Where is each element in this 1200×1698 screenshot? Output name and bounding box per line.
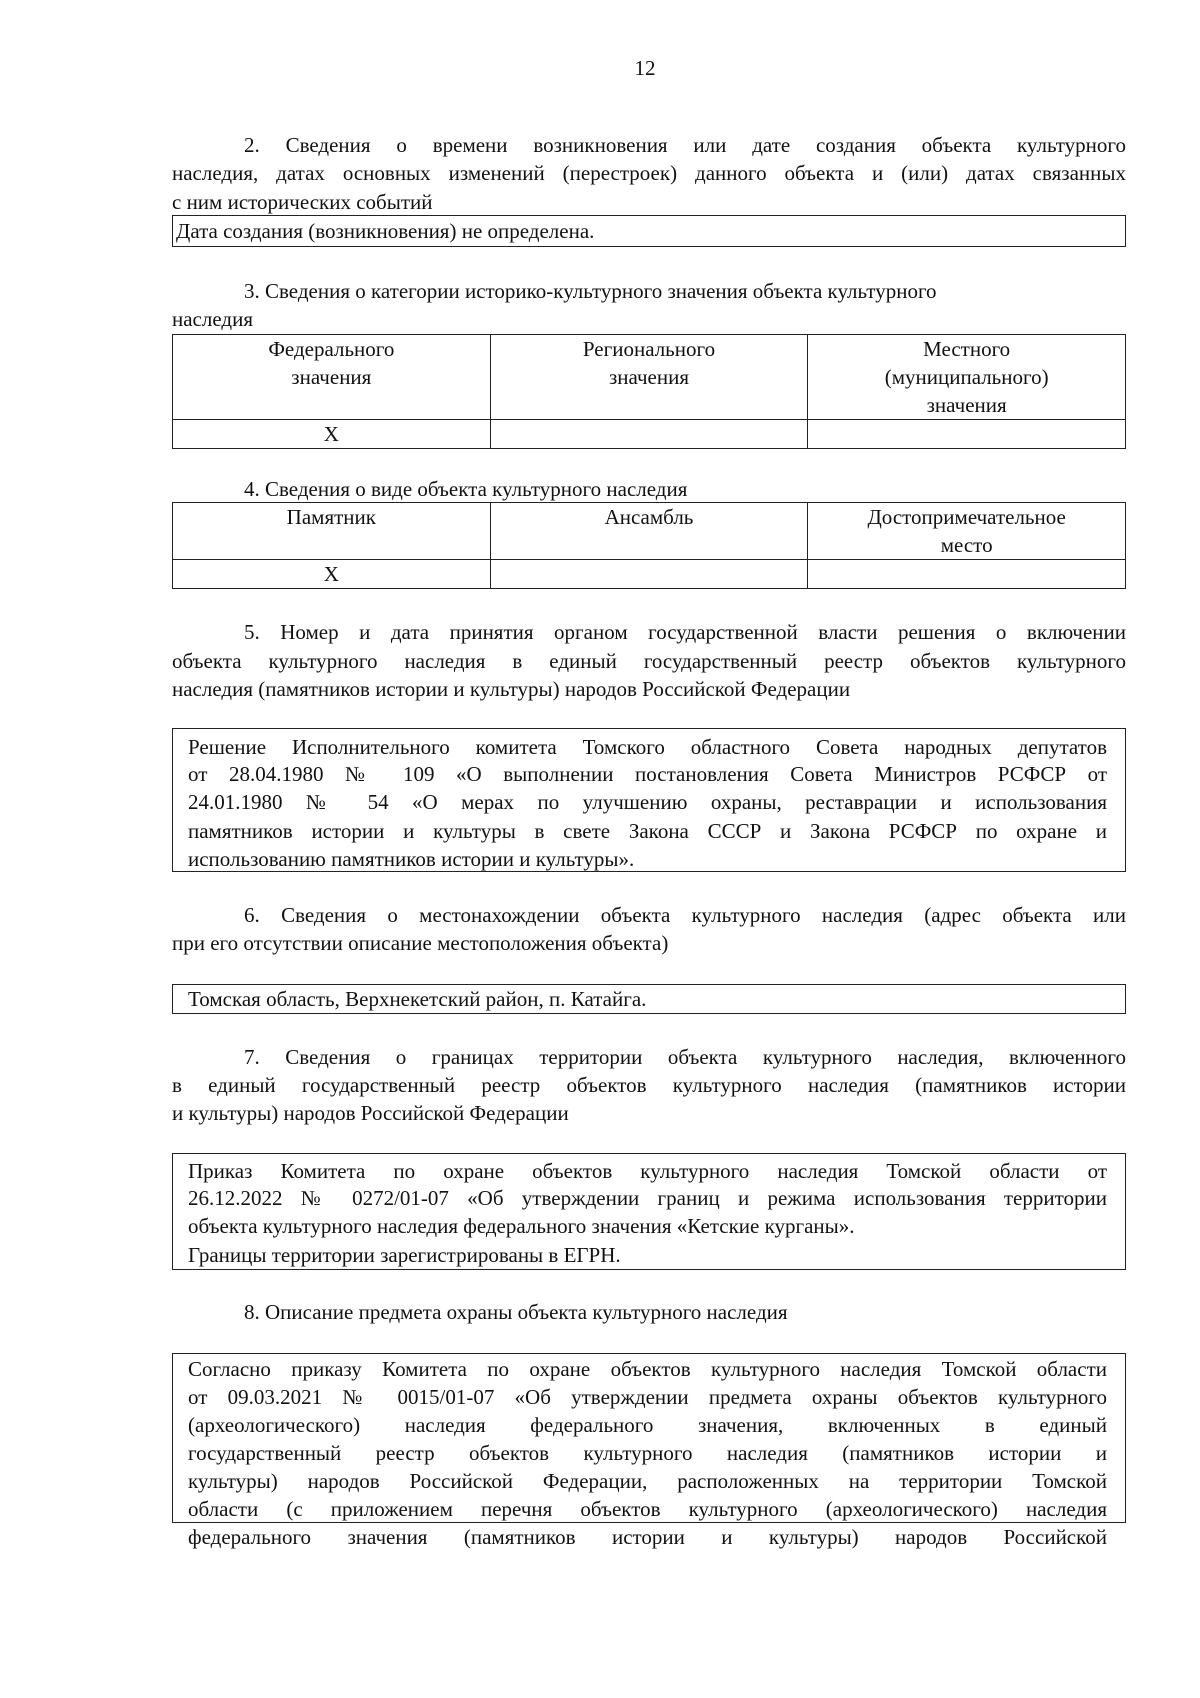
section-4-heading: 4. Сведения о виде объекта культурного наследия — [244, 477, 688, 501]
registry-decision-line: от 28.04.1980 № 109 «О выполнении постановления Совета Министров РСФСР от — [188, 762, 1107, 786]
section-5-line: объекта культурного наследия в единый государственный реестр объектов культурного — [172, 649, 1126, 673]
location-text: Томская область, Верхнекетский район, п. Катайга. — [188, 987, 647, 1011]
cell-federal-mark: X — [173, 420, 491, 449]
section-7-line: и культуры) народов Российской Федерации — [172, 1101, 569, 1125]
protection-subject-line: Согласно приказу Комитета по охране объектов культурного наследия Томской области — [188, 1357, 1107, 1381]
protection-subject-line: области (с приложением перечня объектов культурного (археологического) наследия — [188, 1497, 1107, 1521]
header-monument: Памятник — [173, 503, 491, 560]
section-6-line: при его отсутствии описание местоположения объекта) — [172, 931, 669, 955]
cell-monument-mark: X — [173, 560, 491, 589]
registry-decision-line: использованию памятников истории и культуры». — [188, 847, 635, 871]
cell-landmark-mark — [808, 560, 1126, 589]
protection-subject-line: государственный реестр объектов культурного наследия (памятников истории и — [188, 1441, 1107, 1465]
section-2-line: 2. Сведения о времени возникновения или дате создания объекта культурного — [244, 133, 1126, 157]
page-number: 12 — [634, 56, 656, 80]
boundaries-line: 26.12.2022 № 0272/01-07 «Об утверждении границ и режима использования территории — [188, 1186, 1107, 1210]
boundaries-line: объекта культурного наследия федерального значения «Кетские курганы». — [188, 1214, 855, 1238]
cell-local-mark — [808, 420, 1126, 449]
cell-ensemble-mark — [490, 560, 808, 589]
registry-decision-line: Решение Исполнительного комитета Томского областного Совета народных депутатов — [188, 735, 1107, 759]
section-2-line: наследия, датах основных изменений (перестроек) данного объекта и (или) датах связанных — [172, 161, 1126, 185]
protection-subject-line: от 09.03.2021 № 0015/01-07 «Об утверждении предмета охраны объектов культурного — [188, 1385, 1107, 1409]
boundaries-line: Границы территории зарегистрированы в ЕГРН. — [188, 1243, 621, 1267]
header-ensemble: Ансамбль — [490, 503, 808, 560]
header-regional: Регионального значения — [490, 335, 808, 420]
header-federal: Федерального значения — [173, 335, 491, 420]
category-value-row — [173, 420, 1126, 449]
section-3-line: наследия — [172, 307, 253, 331]
header-landmark: Достопримечательное место — [808, 503, 1126, 560]
protection-subject-line: культуры) народов Российской Федерации, расположенных на территории Томской — [188, 1469, 1107, 1493]
type-value-row — [173, 560, 1126, 589]
cell-regional-mark — [490, 420, 808, 449]
section-5-line: наследия (памятников истории и культуры) народов Российской Федерации — [172, 677, 851, 701]
section-7-line: 7. Сведения о границах территории объекта культурного наследия, включенного — [244, 1045, 1126, 1069]
creation-date-box — [172, 215, 1126, 247]
type-header-row — [173, 503, 1126, 560]
location-box — [172, 984, 1126, 1014]
section-2-line: с ним исторических событий — [172, 190, 433, 214]
protection-subject-line: федерального значения (памятников истории и культуры) народов Российской — [188, 1525, 1107, 1549]
creation-date-text: Дата создания (возникновения) не определена. — [176, 219, 595, 243]
category-header-row — [173, 335, 1126, 420]
registry-decision-line: 24.01.1980 № 54 «О мерах по улучшению охраны, реставрации и использования — [188, 790, 1107, 814]
boundaries-line: Приказ Комитета по охране объектов культурного наследия Томской области от — [188, 1159, 1107, 1183]
protection-subject-line: (археологического) наследия федерального значения, включенных в единый — [188, 1413, 1107, 1437]
registry-decision-line: памятников истории и культуры в свете Закона СССР и Закона РСФСР по охране и — [188, 819, 1107, 843]
section-7-line: в единый государственный реестр объектов культурного наследия (памятников истории — [172, 1073, 1126, 1097]
category-table — [172, 334, 1126, 449]
header-local: Местного (муниципального) значения — [808, 335, 1126, 420]
section-5-line: 5. Номер и дата принятия органом государственной власти решения о включении — [244, 620, 1126, 644]
type-table — [172, 502, 1126, 589]
section-6-line: 6. Сведения о местонахождении объекта культурного наследия (адрес объекта или — [244, 903, 1126, 927]
section-8-heading: 8. Описание предмета охраны объекта культурного наследия — [244, 1300, 788, 1324]
section-3-line: 3. Сведения о категории историко-культурного значения объекта культурного — [244, 279, 937, 303]
